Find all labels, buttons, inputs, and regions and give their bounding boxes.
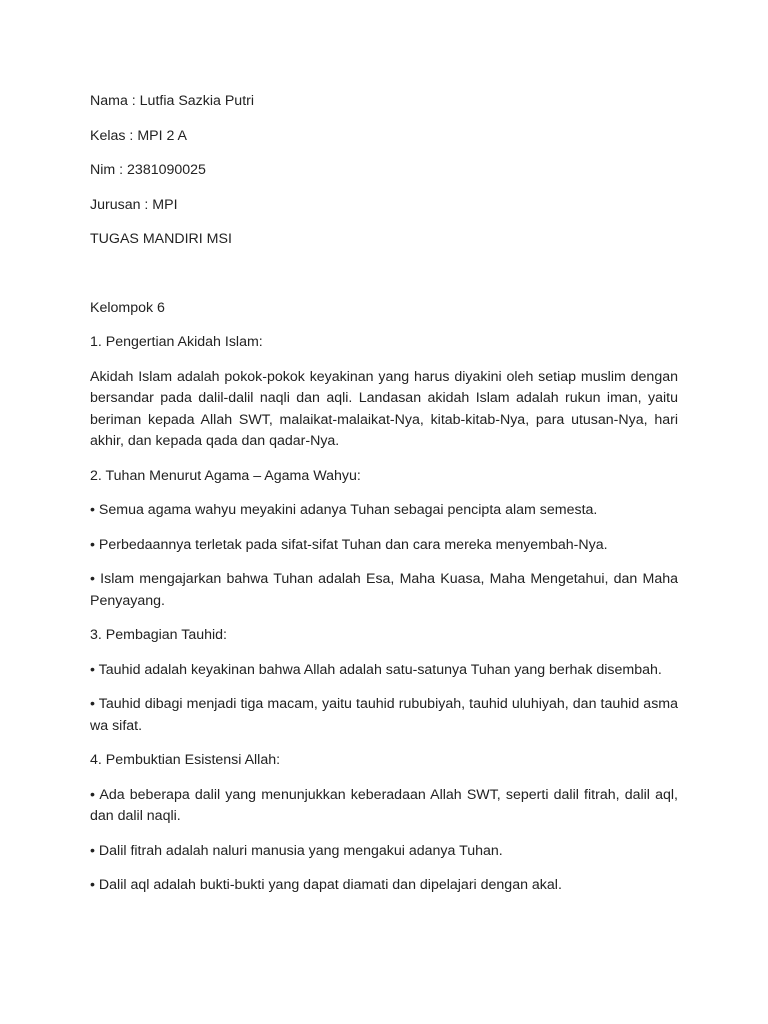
bullet-item: • Dalil aql adalah bukti-bukti yang dapat diamati dan dipelajari dengan akal. <box>90 877 562 893</box>
section-2 <box>90 466 678 613</box>
section-heading: 1. Pengertian Akidah Islam: <box>90 334 263 350</box>
assignment-title: TUGAS MANDIRI MSI <box>90 231 232 247</box>
spacer <box>90 264 678 298</box>
bullet-item: • Perbedaannya terletak pada sifat-sifat Tuhan dan cara mereka menyembah-Nya. <box>90 536 608 553</box>
student-name: Nama : Lutfia Sazkia Putri <box>90 93 255 109</box>
bullet-item: • Islam mengajarkan bahwa Tuhan adalah Esa, Maha Kuasa, Maha Mengetahui, dan Maha Penyayang. <box>90 571 678 609</box>
student-class: Kelas : MPI 2 A <box>90 127 187 144</box>
paragraph: Akidah Islam adalah pokok-pokok keyakinan yang harus diyakini oleh setiap muslim dengan bersandar pada dalil-dalil naqli dan aqli. Landasan akidah Islam adalah rukun iman, yaitu beriman kepada Allah SWT, malaikat-malaikat-Nya, kitab-kitab-Nya, para utusan-Nya, hari akhir, dan kepada qada dan qadar-Nya. <box>90 368 678 449</box>
section-1 <box>90 332 678 453</box>
section-heading: 4. Pembuktian Esistensi Allah: <box>90 752 281 768</box>
bullet-item: • Tauhid adalah keyakinan bahwa Allah adalah satu-satunya Tuhan yang berhak disembah. <box>90 661 662 678</box>
group-label: Kelompok 6 <box>90 299 165 316</box>
bullet-item: • Ada beberapa dalil yang menunjukkan keberadaan Allah SWT, seperti dalil fitrah, dalil aql, dan dalil naqli. <box>90 786 678 824</box>
document-page <box>90 91 678 910</box>
bullet-item: • Tauhid dibagi menjadi tiga macam, yaitu tauhid rububiyah, tauhid uluhiyah, dan tauhid asma wa sifat. <box>90 696 678 734</box>
section-heading: 2. Tuhan Menurut Agama – Agama Wahyu: <box>90 467 361 484</box>
bullet-item: • Semua agama wahyu meyakini adanya Tuhan sebagai pencipta alam semesta. <box>90 502 598 518</box>
student-major: Jurusan : MPI <box>90 196 178 213</box>
section-4 <box>90 750 678 897</box>
student-nim: Nim : 2381090025 <box>90 162 206 178</box>
section-3 <box>90 625 678 737</box>
section-heading: 3. Pembagian Tauhid: <box>90 627 227 643</box>
bullet-item: • Dalil fitrah adalah naluri manusia yang mengakui adanya Tuhan. <box>90 842 503 859</box>
